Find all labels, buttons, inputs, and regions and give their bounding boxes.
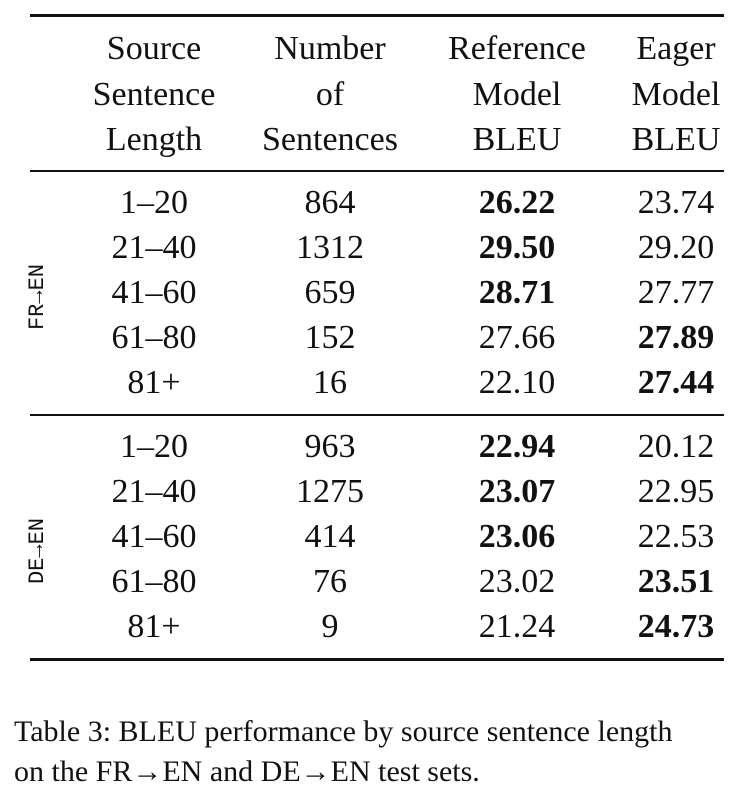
group-rule [30, 414, 724, 416]
cell-count: 16 [313, 364, 347, 401]
header-rule [30, 170, 724, 172]
header-line: Reference [448, 30, 586, 67]
header-line: of [315, 75, 345, 113]
cell-length: 21–40 [111, 473, 197, 510]
cell-ref: 27.66 [478, 319, 556, 356]
group-label-de-en: DE→EN [25, 518, 50, 585]
cell-count: 1275 [296, 473, 364, 510]
header-source-length [74, 26, 234, 163]
cell-length: 61–80 [111, 319, 197, 356]
cell-eager: 22.95 [637, 473, 715, 510]
cell-ref: 22.94 [478, 428, 556, 465]
cell-ref: 29.50 [478, 229, 556, 266]
table-caption [14, 712, 744, 792]
cell-eager: 20.12 [637, 428, 715, 465]
header-line: Number [274, 30, 386, 67]
header-line: Model [631, 75, 721, 113]
header-line: Eager [636, 30, 716, 67]
group-label-fr-en: FR→EN [25, 264, 50, 331]
cell-count: 152 [304, 319, 356, 356]
header-line: Length [105, 121, 203, 158]
header-line: Model [472, 75, 562, 113]
cell-eager: 27.77 [637, 274, 715, 311]
cell-eager: 23.51 [637, 563, 715, 600]
cell-length: 41–60 [111, 518, 197, 555]
cell-count: 9 [321, 608, 339, 645]
header-number-of-sentences [250, 26, 410, 163]
cell-eager: 27.89 [637, 319, 715, 356]
cell-ref: 22.10 [478, 364, 556, 401]
header-reference-bleu [432, 26, 602, 163]
cell-length: 1–20 [120, 428, 188, 465]
bottom-rule [30, 658, 724, 661]
header-line: Source [106, 30, 202, 67]
cell-length: 1–20 [120, 184, 188, 221]
header-line: BLEU [472, 121, 562, 158]
cell-eager: 22.53 [637, 518, 715, 555]
cell-length: 81+ [127, 364, 181, 401]
cell-count: 659 [304, 274, 356, 311]
cell-ref: 28.71 [478, 274, 556, 311]
caption-line: on the FR→EN and DE→EN test sets. [14, 755, 480, 788]
cell-eager: 27.44 [637, 364, 715, 401]
cell-ref: 26.22 [478, 184, 556, 221]
cell-length: 81+ [127, 608, 181, 645]
cell-ref: 21.24 [478, 608, 556, 645]
header-line: BLEU [631, 121, 721, 158]
cell-ref: 23.06 [478, 518, 556, 555]
top-rule [30, 14, 724, 17]
header-eager-bleu [618, 26, 734, 163]
cell-eager: 24.73 [637, 608, 715, 645]
cell-eager: 29.20 [637, 229, 715, 266]
cell-ref: 23.07 [478, 473, 556, 510]
cell-count: 76 [313, 563, 347, 600]
cell-count: 414 [304, 518, 356, 555]
cell-length: 61–80 [111, 563, 197, 600]
cell-ref: 23.02 [478, 563, 556, 600]
cell-count: 1312 [296, 229, 364, 266]
cell-count: 864 [304, 184, 356, 221]
cell-length: 41–60 [111, 274, 197, 311]
header-line: Sentences [262, 121, 398, 158]
cell-eager: 23.74 [637, 184, 715, 221]
cell-length: 21–40 [111, 229, 197, 266]
header-line: Sentence [92, 75, 216, 113]
cell-count: 963 [304, 428, 356, 465]
caption-line: Table 3: BLEU performance by source sentence length [14, 715, 673, 748]
